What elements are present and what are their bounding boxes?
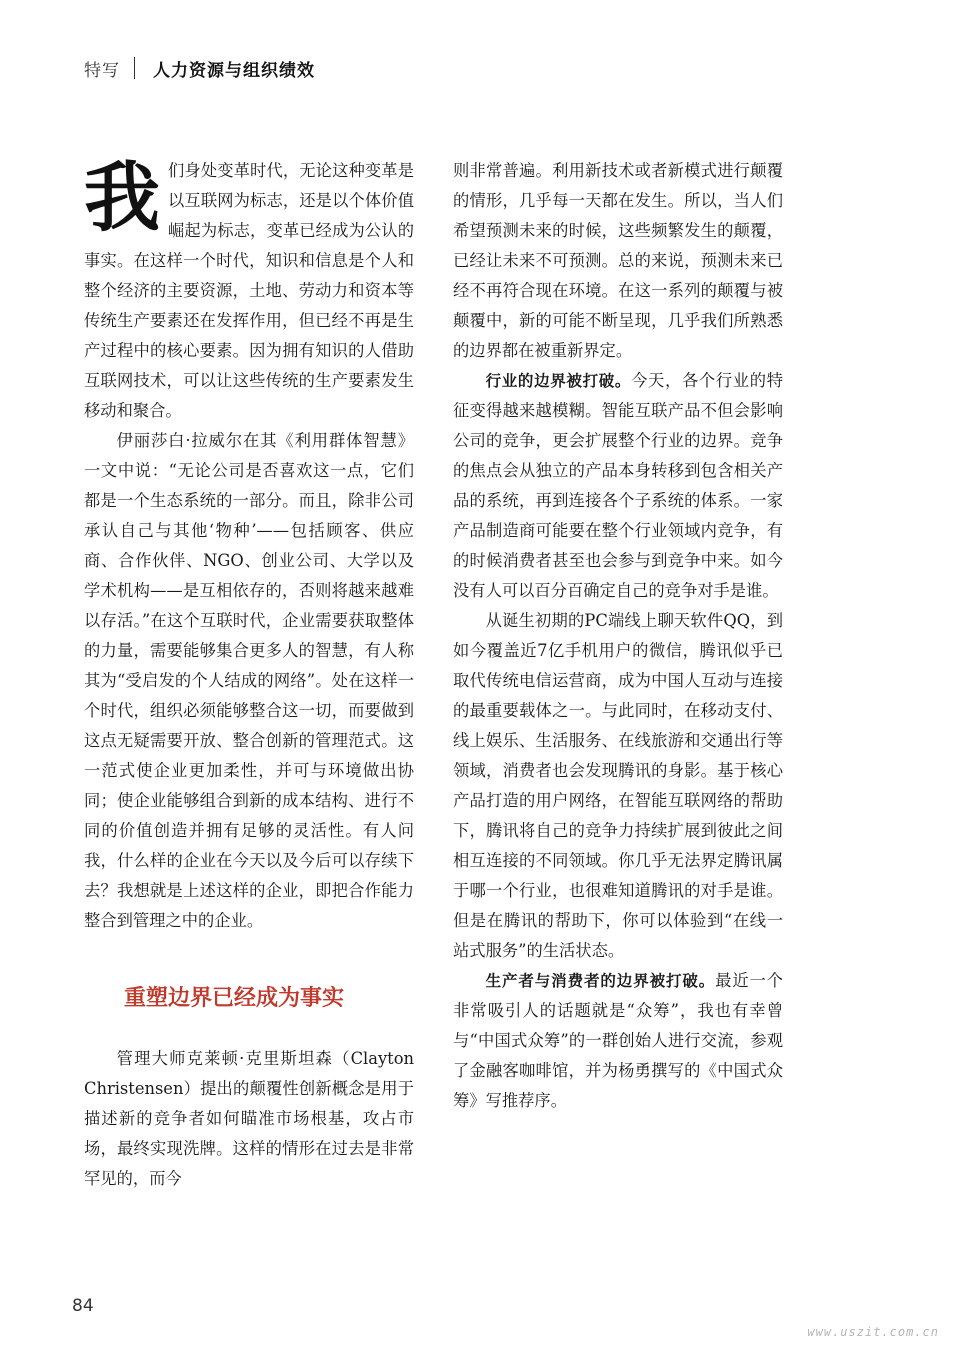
right-paragraph-2-lead: 行业的边界被打破。 (485, 372, 632, 390)
left-column (84, 153, 414, 1194)
page-number: 84 (72, 1296, 94, 1316)
right-paragraph-2 (453, 366, 783, 606)
right-paragraph-3: 从诞生初期的PC端线上聊天软件QQ，到如今覆盖近7亿手机用户的微信，腾讯似乎已取代传统电信运营商，成为中国人互动与连接的最重要载体之一。与此同时，在移动支付、线上娱乐、生活服务、在线旅游和交通出行等领域，消费者也会发现腾讯的身影。基于核心产品打造的用户网络，在智能互联网络的帮助下，腾讯将自己的竞争力持续扩展到彼此之间相互连接的不同领域。你几乎无法界定腾讯属于哪一个行业，也很难知道腾讯的对手是谁。但是在腾讯的帮助下，你可以体验到“在线一站式服务”的生活状态。 (453, 611, 783, 960)
running-header (84, 55, 315, 81)
right-paragraph-4-text: 最近一个非常吸引人的话题就是“众筹”，我也有幸曾与“中国式众筹”的一群创始人进行交流，参观了金融客咖啡馆，并为杨勇撰写的《中国式众筹》写推荐序。 (453, 971, 783, 1110)
section-heading: 重塑边界已经成为事实 (124, 986, 345, 1011)
header-section: 特写 (84, 60, 120, 81)
right-paragraph-4 (453, 966, 783, 1116)
watermark: www.uszit.com.cn (807, 1325, 939, 1339)
left-paragraph-2: 伊丽莎白·拉威尔在其《利用群体智慧》一文中说：“无论公司是否喜欢这一点，它们都是一个生态系统的一部分。而且，除非公司承认自己与其他‘物种’——包括顾客、供应商、合作伙伴、NGO、创业公司、大学以及学术机构——是互相依存的，否则将越来越难以存活。”在这个互联时代，企业需要获取整体的力量，需要能够集合更多人的智慧，有人称其为“受启发的个人结成的网络”。处在这样一个时代，组织必须能够整合这一切，而要做到这点无疑需要开放、整合创新的管理范式。这一范式使企业更加柔性，并可与环境做出协同；使企业能够组合到新的成本结构、进行不同的价值创造并拥有足够的灵活性。有人问我，什么样的企业在今天以及今后可以存续下去？我想就是上述这样的企业，即把合作能力整合到管理之中的企业。 (84, 431, 414, 930)
header-topic: 人力资源与组织绩效 (153, 60, 315, 81)
right-column (453, 156, 783, 1116)
right-paragraph-1: 则非常普遍。利用新技术或者新模式进行颠覆的情形，几乎每一天都在发生。所以，当人们希望预测未来的时候，这些频繁发生的颠覆，已经让未来不可预测。总的来说，预测未来已经不再符合现在环境。在这一系列的颠覆与被颠覆中，新的可能不断呈现，几乎我们所熟悉的边界都在被重新界定。 (453, 161, 783, 360)
header-divider (134, 57, 135, 79)
left-paragraph-1 (84, 153, 414, 426)
left-paragraph-1-text: 们身处变革时代，无论这种变革是以互联网为标志，还是以个体价值崛起为标志，变革已经成为公认的事实。在这样一个时代，知识和信息是个人和整个经济的主要资源，土地、劳动力和资本等传统生产要素还在发挥作用，但已经不再是生产过程中的核心要素。因为拥有知识的人借助互联网技术，可以让这些传统的生产要素发生移动和聚合。 (84, 161, 414, 420)
right-paragraph-2-text: 今天，各个行业的特征变得越来越模糊。智能互联产品不但会影响公司的竞争，更会扩展整个行业的边界。竞争的焦点会从独立的产品本身转移到包含相关产品的系统，再到连接各个子系统的体系。一家产品制造商可能要在整个行业领域内竞争，有的时候消费者甚至也会参与到竞争中来。如今没有人可以百分百确定自己的竞争对手是谁。 (453, 371, 783, 600)
drop-cap: 我 (84, 153, 160, 242)
left-paragraph-3: 管理大师克莱顿·克里斯坦森（Clayton Christensen）提出的颠覆性创新概念是用于描述新的竞争者如何瞄准市场根基，攻占市场，最终实现洗牌。这样的情形在过去是非常罕见的，而今 (84, 1049, 414, 1188)
right-paragraph-4-lead: 生产者与消费者的边界被打破。 (485, 972, 716, 990)
